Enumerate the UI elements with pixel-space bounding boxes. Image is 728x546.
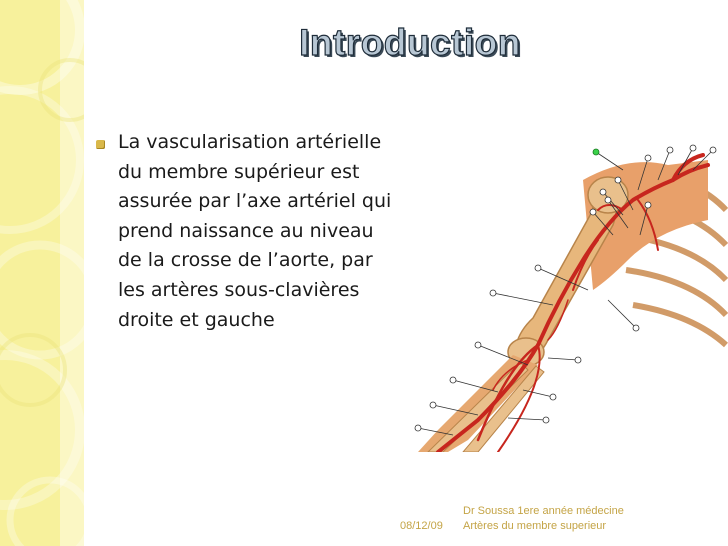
arm-artery-figure	[408, 140, 728, 452]
bullet-icon	[96, 140, 105, 149]
bullet-text: La vascularisation artérielle du membre supérieur est assurée par l’axe artériel qui prend naissance au niveau de la crosse de l’aorte, par les artères sous-clavières droite et gauche	[118, 131, 392, 331]
arm-artery-anatomy-icon	[408, 140, 728, 452]
footer-date: 08/12/09	[400, 520, 443, 532]
footer-author: Dr Soussa 1ere année médecine	[463, 505, 624, 517]
footer-topic: Artères du membre superieur	[463, 520, 607, 532]
slide-title: Introduction	[299, 22, 521, 63]
decorative-pattern-icon	[0, 0, 84, 546]
decorative-side-band	[0, 0, 84, 546]
